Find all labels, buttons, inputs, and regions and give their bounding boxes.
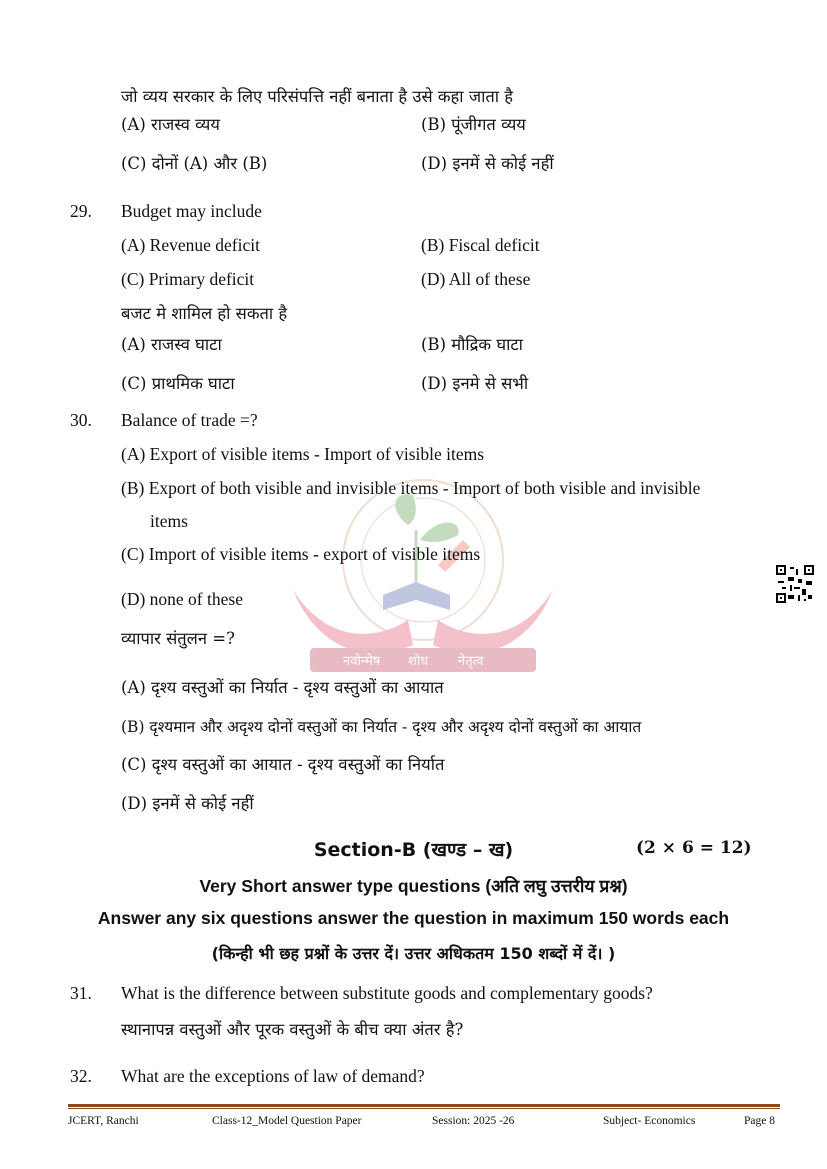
footer-org: JCERT, Ranchi [68,1115,139,1127]
watermark-word-3: नेतृत्व [458,654,484,669]
footer-divider-thin [68,1108,780,1109]
section-title: Section-B (खण्ड – ख) [313,839,514,861]
question-text: What are the exceptions of law of demand? [121,1066,425,1086]
option-c: (C) Import of visible items - export of visible items [121,544,481,564]
option-d-hi: (D) इनमे से सभी [421,374,529,393]
option-a: (A) Revenue deficit [121,235,260,255]
option-d: (D) none of these [121,589,243,609]
question-number: 30. [70,410,92,430]
jcert-watermark-logo [288,470,558,700]
qr-code-icon[interactable] [776,565,814,603]
section-instruction-hi: (किन्ही भी छह प्रश्नों के उत्तर दें। उत्तर अधिकतम 150 शब्दों में दें। ) [211,944,616,963]
question-number: 32. [70,1066,92,1086]
section-subtitle: Very Short answer type questions (अति लघु उत्तरीय प्रश्न) [199,876,628,896]
section-instruction: Answer any six questions answer the question in maximum 150 words each [97,908,730,928]
question-text: What is the difference between substitute goods and complementary goods? [121,983,653,1003]
option-c-hi: (C) प्राथमिक घाटा [121,374,235,393]
option-b: (B) Fiscal deficit [421,235,540,255]
option-a-hi: (A) दृश्य वस्तुओं का निर्यात - दृश्य वस्तुओं का आयात [121,678,444,697]
question-text-hi: बजट मे शामिल हो सकता है [121,304,288,323]
watermark-word-1: नवोन्मेष [343,654,381,669]
footer-doc: Class-12_Model Question Paper [212,1115,362,1127]
option-d-hi: (D) इनमें से कोई नहीं [121,794,254,813]
question-text-hi: जो व्यय सरकार के लिए परिसंपत्ति नहीं बनाता है उसे कहा जाता है [121,87,514,106]
watermark-word-2: शोध [408,654,429,669]
option-c-hi: (C) दोनों (A) और (B) [121,154,268,173]
section-marks: (2 × 6 = 12) [636,838,752,858]
question-text: Budget may include [121,201,262,221]
option-d-hi: (D) इनमें से कोई नहीं [421,154,554,173]
question-text-hi: स्थानापन्न वस्तुओं और पूरक वस्तुओं के बीच क्या अंतर है? [121,1020,464,1039]
option-a-hi: (A) राजस्व घाटा [121,335,222,354]
question-number: 29. [70,201,92,221]
option-b-hi: (B) मौद्रिक घाटा [421,335,523,354]
footer-session: Session: 2025 -26 [432,1115,515,1127]
footer-divider [68,1104,780,1107]
question-text-hi: व्यापार संतुलन =? [121,629,235,648]
option-a-hi: (A) राजस्व व्यय [121,115,220,134]
option-c-hi: (C) दृश्य वस्तुओं का आयात - दृश्य वस्तुओं का निर्यात [121,755,445,774]
option-d: (D) All of these [421,269,531,289]
footer-page: Page 8 [744,1115,775,1127]
question-text: Balance of trade =? [121,410,258,430]
option-b-hi: (B) दृश्यमान और अदृश्य दोनों वस्तुओं का निर्यात - दृश्य और अदृश्य दोनों वस्तुओं का आयात [121,718,642,736]
option-b-hi: (B) पूंजीगत व्यय [421,115,526,134]
option-c: (C) Primary deficit [121,269,255,289]
option-b: (B) Export of both visible and invisible items - Import of both visible and invisible [121,478,701,498]
option-a: (A) Export of visible items - Import of visible items [121,444,485,464]
question-number: 31. [70,983,92,1003]
footer-subject: Subject- Economics [603,1115,696,1127]
option-b-continued: items [150,511,188,531]
